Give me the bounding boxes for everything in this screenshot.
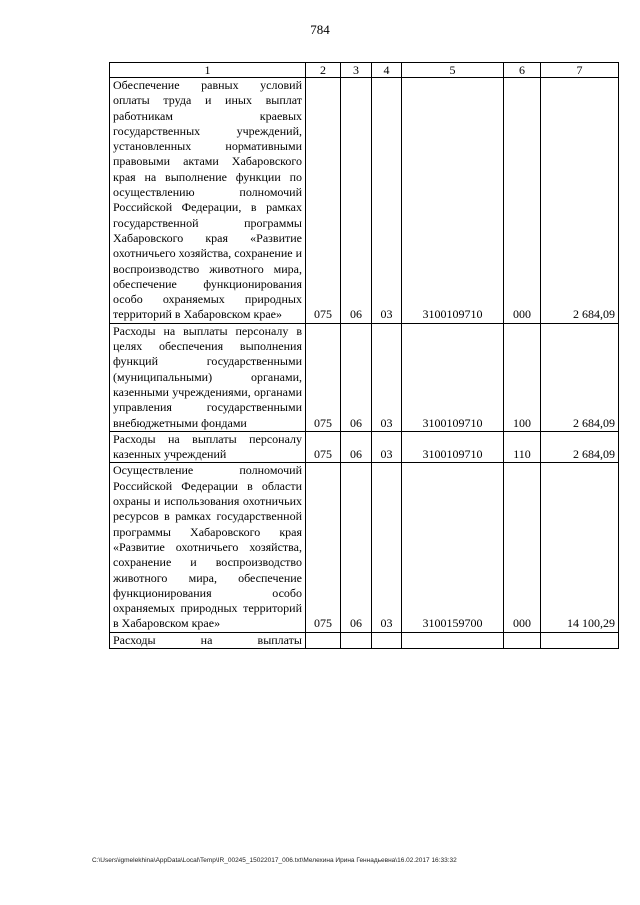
row-grbs: 075 <box>306 463 341 632</box>
row-grbs: 075 <box>306 431 341 463</box>
row-amount <box>541 632 619 648</box>
row-subsection: 03 <box>372 431 402 463</box>
row-subsection: 03 <box>372 323 402 431</box>
row-target-article: 3100109710 <box>402 323 504 431</box>
header-row <box>110 63 619 78</box>
row-subsection <box>372 632 402 648</box>
row-expense-type: 000 <box>504 463 541 632</box>
row-description: Расходы на выплаты персоналу казенных учреждений <box>110 431 306 463</box>
row-target-article <box>402 632 504 648</box>
table-row <box>110 463 619 632</box>
row-grbs: 075 <box>306 78 341 324</box>
row-section: 06 <box>341 78 372 324</box>
row-description: Осуществление полномочий Российской Федерации в области охраны и использования охотничьих ресурсов в рамках государственной программы Хабаровского края «Развитие охотничьего хозяйства, сохранение и воспроизводство животного мира, обеспечение функционирования особо охраняемых природных территорий в Хабаровском крае» <box>110 463 306 632</box>
row-section <box>341 632 372 648</box>
col-header-7: 7 <box>541 63 619 78</box>
col-header-4: 4 <box>372 63 402 78</box>
row-target-article: 3100109710 <box>402 431 504 463</box>
row-section: 06 <box>341 323 372 431</box>
table-row <box>110 78 619 324</box>
row-expense-type: 000 <box>504 78 541 324</box>
table-row <box>110 431 619 463</box>
page-number: 784 <box>310 22 330 37</box>
row-expense-type: 110 <box>504 431 541 463</box>
row-description: Обеспечение равных условий оплаты труда и иных выплат работникам краевых государственных учреждений, установленных нормативными правовыми актами Хабаровского края на выполнение функции по осуществлению полномочий Российской Федерации, в рамках государственной программы Хабаровского края «Развитие охотничьего хозяйства, сохранение и воспроизводство животного мира, обеспечение функционирования особо охраняемых природных территорий в Хабаровском крае» <box>110 78 306 324</box>
table-row <box>110 632 619 648</box>
row-description: Расходы на выплаты <box>110 632 306 648</box>
col-header-1: 1 <box>110 63 306 78</box>
row-subsection: 03 <box>372 463 402 632</box>
row-description: Расходы на выплаты персоналу в целях обеспечения выполнения функций государственными (муниципальными) органами, казенными учреждениями, органами управления государственными внебюджетными фондами <box>110 323 306 431</box>
row-amount: 2 684,09 <box>541 431 619 463</box>
row-grbs <box>306 632 341 648</box>
col-header-2: 2 <box>306 63 341 78</box>
row-grbs: 075 <box>306 323 341 431</box>
row-target-article: 3100109710 <box>402 78 504 324</box>
row-expense-type <box>504 632 541 648</box>
row-expense-type: 100 <box>504 323 541 431</box>
col-header-3: 3 <box>341 63 372 78</box>
row-subsection: 03 <box>372 78 402 324</box>
file-path-footer: C:\Users\igmelekhina\AppData\Local\Temp\IR_00245_15022017_006.txt\Мелехина Ирина Геннадьевна\16.02.2017 16:33:32 <box>92 857 457 864</box>
row-section: 06 <box>341 431 372 463</box>
row-amount: 14 100,29 <box>541 463 619 632</box>
table-row <box>110 323 619 431</box>
row-amount: 2 684,09 <box>541 323 619 431</box>
row-section: 06 <box>341 463 372 632</box>
budget-table <box>109 62 619 649</box>
col-header-5: 5 <box>402 63 504 78</box>
row-target-article: 3100159700 <box>402 463 504 632</box>
row-amount: 2 684,09 <box>541 78 619 324</box>
col-header-6: 6 <box>504 63 541 78</box>
